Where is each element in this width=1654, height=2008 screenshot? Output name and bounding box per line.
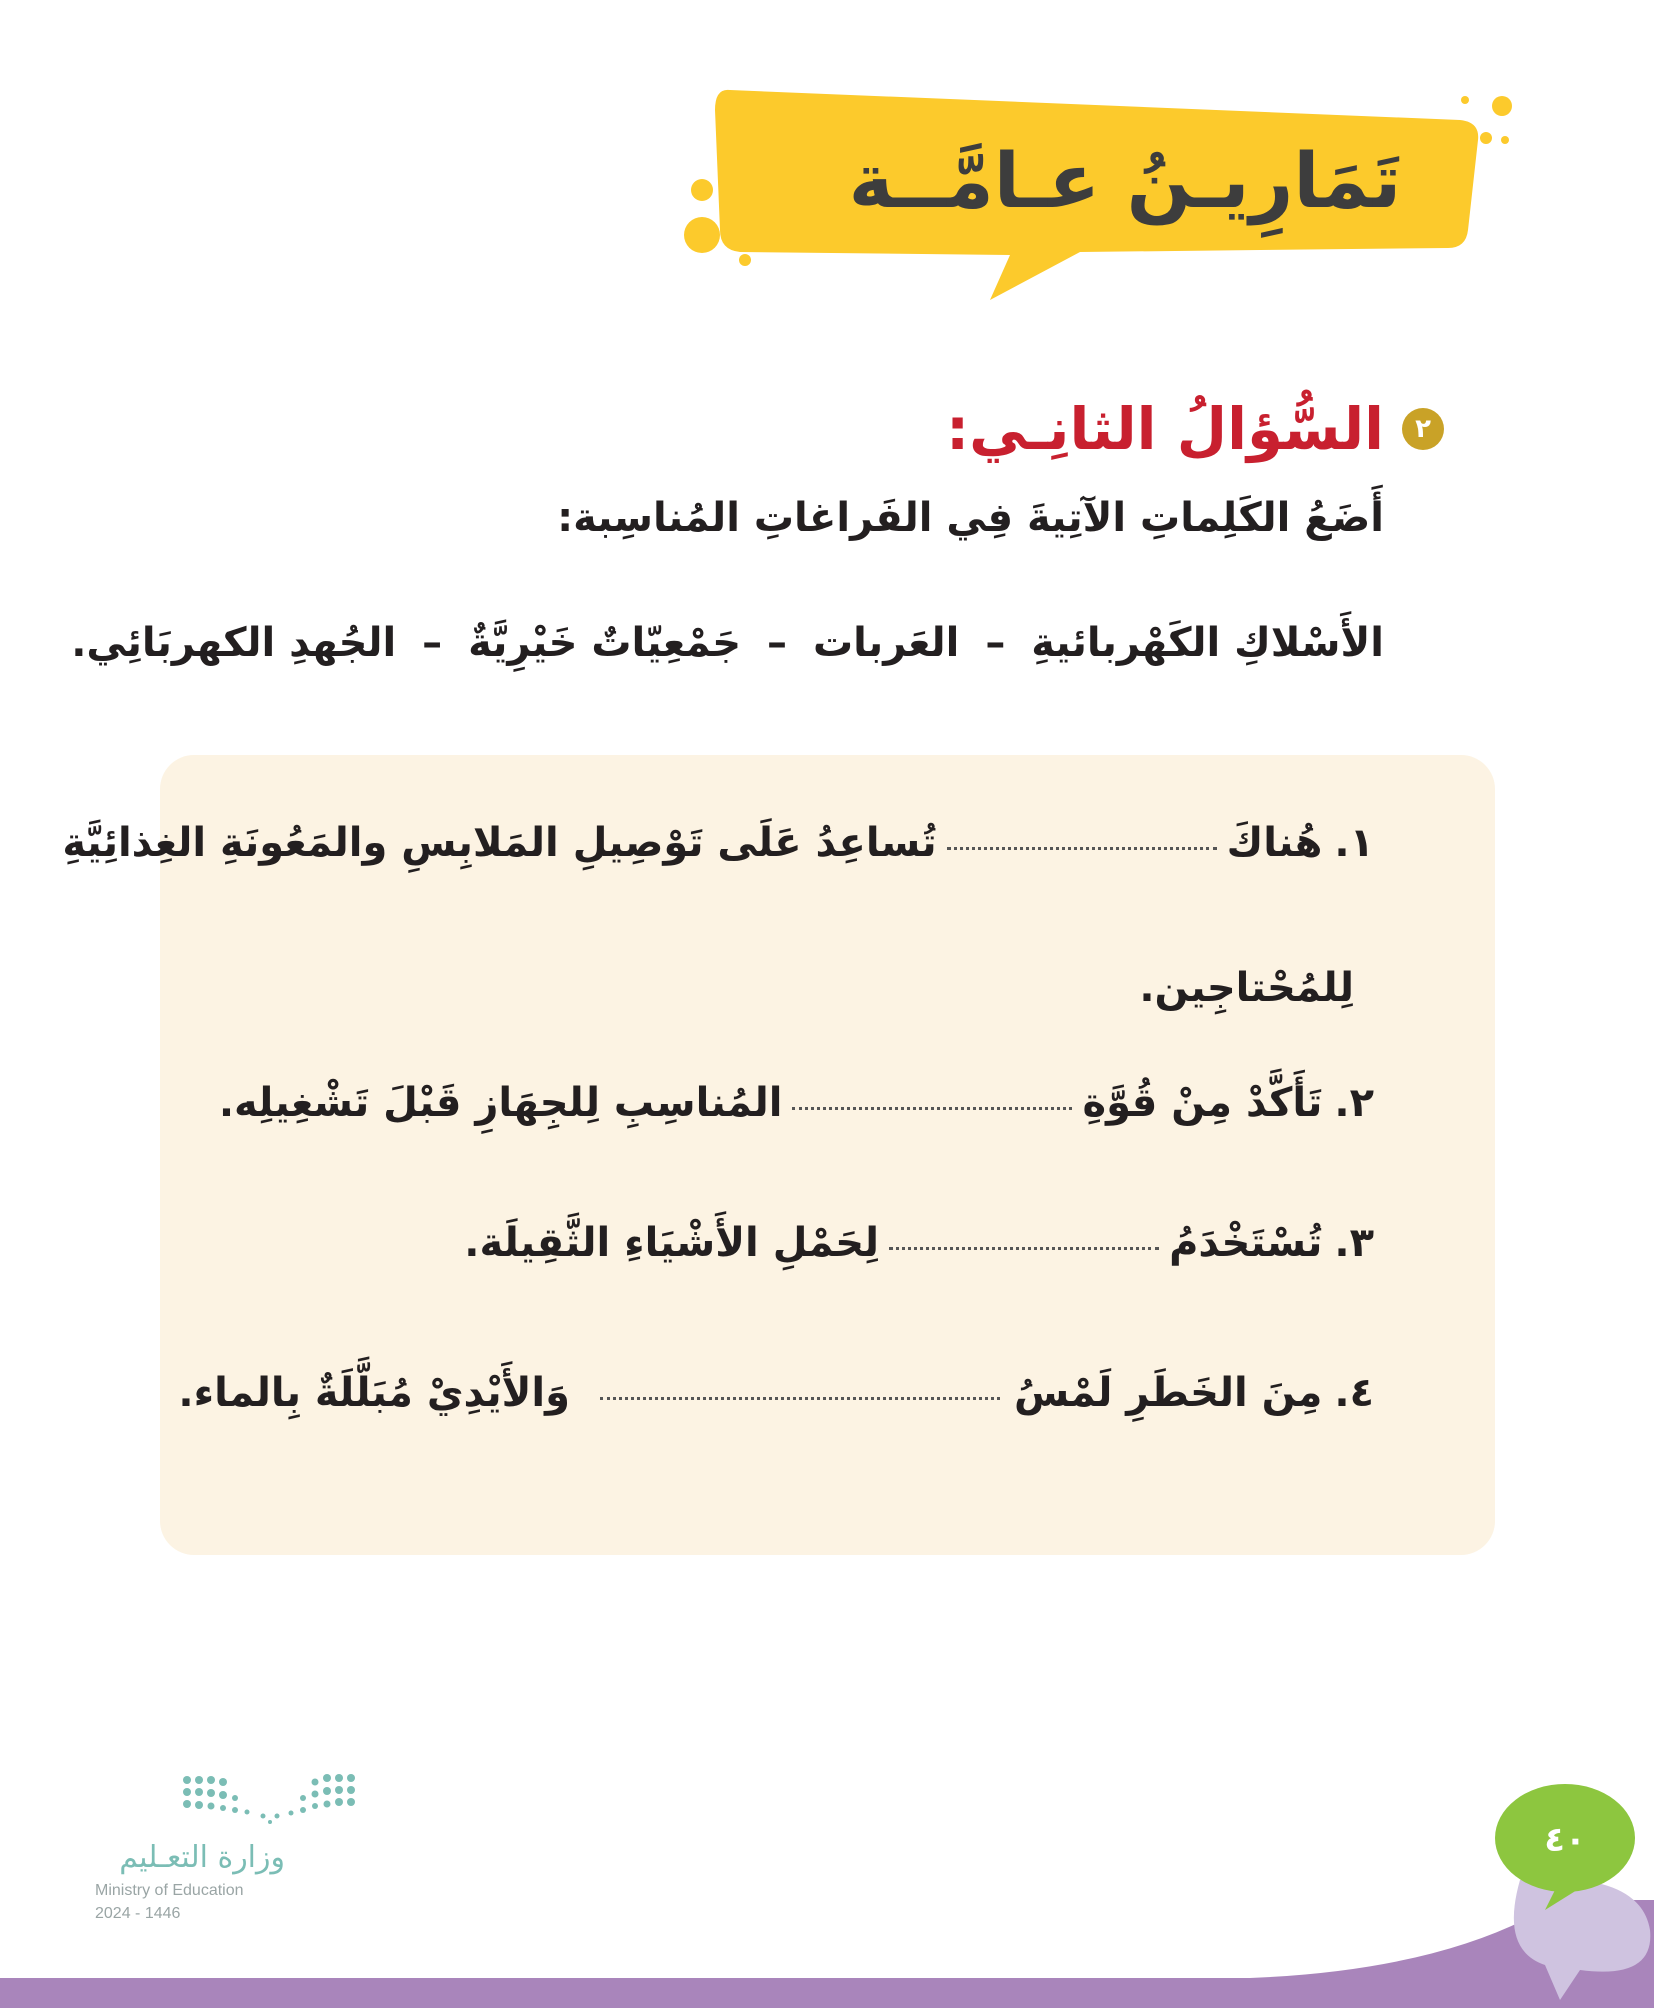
item-text-after: لِحَمْلِ الأَشْيَاءِ الثَّقِيلَة. [464, 1220, 880, 1266]
blank-line[interactable] [889, 1246, 1159, 1250]
item-number: ٤. [1334, 1370, 1374, 1416]
exercise-item-1 [62, 820, 1374, 866]
ministry-logo-icon [95, 1760, 375, 1830]
page-number: ٤٠ [1544, 1820, 1586, 1860]
item-number: ٣. [1334, 1220, 1374, 1266]
item-text-after: المُناسِبِ لِلجِهَازِ قَبْلَ تَشْغِيلِه. [218, 1080, 783, 1126]
exercise-item-4 [178, 1370, 1374, 1416]
item-text-before: مِنَ الخَطَرِ لَمْسُ [1013, 1370, 1323, 1416]
item-text-before: تَأَكَّدْ مِنْ قُوَّةِ [1082, 1080, 1323, 1126]
exercise-item-1-continuation: لِلمُحْتاجِين. [1139, 965, 1354, 1011]
word-bank-item: العَربات [812, 620, 960, 666]
word-bank-item: الأَسْلاكِ الكَهْربائيةِ [1031, 620, 1384, 666]
page-title: تَمَارِيـنُ عـامَّــة [848, 135, 1402, 225]
question-title: السُّؤالُ الثانِـي: [945, 395, 1384, 463]
item-text-after: تُساعِدُ عَلَى تَوْصِيلِ المَلابِسِ والمَعُونَةِ الغِذائِيَّةِ [62, 820, 937, 866]
item-text-after: وَالأَيْدِيْ مُبَلَّلَةٌ بِالماء. [178, 1370, 570, 1416]
item-number: ١. [1334, 820, 1374, 866]
item-text-before: تُسْتَخْدَمُ [1169, 1220, 1323, 1266]
blank-line[interactable] [600, 1396, 1000, 1400]
word-bank [71, 620, 1384, 666]
question-number-badge: ٢ [1402, 408, 1444, 450]
word-bank-separator: – [422, 620, 443, 666]
question-heading [946, 395, 1444, 463]
item-number: ٢. [1334, 1080, 1374, 1126]
blank-line[interactable] [947, 846, 1217, 850]
exercise-item-2 [219, 1080, 1374, 1126]
word-bank-separator: – [985, 620, 1006, 666]
edition-year: 2024 - 1446 [95, 1905, 181, 1922]
word-bank-separator: – [767, 620, 788, 666]
footer-band [0, 1850, 1654, 2008]
word-bank-item: الجُهدِ الكهربَائِي [86, 620, 397, 666]
word-bank-end: . [71, 620, 87, 666]
exercise-panel [160, 755, 1495, 1555]
exercise-item-3 [464, 1220, 1374, 1266]
item-text-before: هُناكَ [1226, 820, 1323, 866]
blank-line[interactable] [792, 1106, 1072, 1110]
word-bank-item: جَمْعِيّاتٌ خَيْرِيَّةٌ [468, 620, 742, 666]
ministry-name-arabic: وزارة التعـليم [119, 1840, 285, 1875]
title-banner [660, 80, 1540, 320]
instruction-text: أَضَعُ الكَلِماتِ الآتِيةَ فِي الفَراغاتِ المُناسِبة: [557, 495, 1384, 541]
ministry-name-english: Ministry of Education [95, 1882, 244, 1899]
